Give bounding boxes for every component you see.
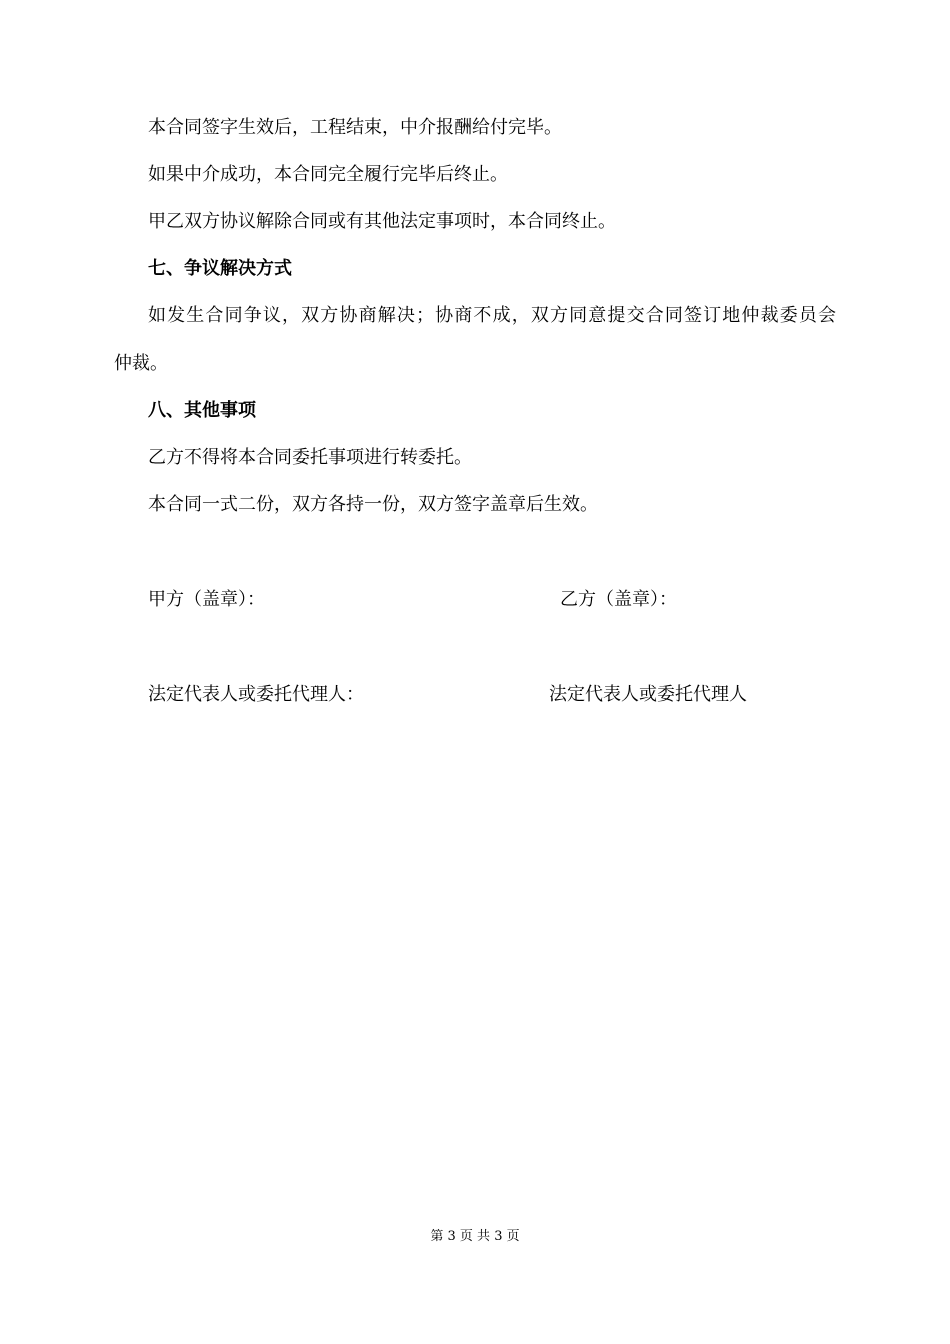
signature-party-a-seal: 甲方（盖章）： [148,589,265,610]
paragraph-dispute-line-2: 仲裁。 [114,353,168,374]
page-number-footer: 第 3 页 共 3 页 [430,1229,520,1244]
paragraph-dispute-line-1: 如发生合同争议，双方协商解决；协商不成，双方同意提交合同签订地仲裁委员会 [148,305,836,326]
signature-party-b-representative: 法定代表人或委托代理人 [549,684,747,705]
paragraph-contract-termination: 甲乙双方协议解除合同或有其他法定事项时，本合同终止。 [148,211,616,232]
paragraph-mediation-success: 如果中介成功，本合同完全履行完毕后终止。 [148,164,508,185]
paragraph-contract-effective: 本合同签字生效后，工程结束，中介报酬给付完毕。 [148,117,562,138]
paragraph-copies: 本合同一式二份，双方各持一份，双方签字盖章后生效。 [148,494,598,515]
signature-party-a-representative: 法定代表人或委托代理人： [148,684,364,705]
section-heading-other-matters: 八、其他事项 [148,400,256,421]
signature-party-b-seal: 乙方（盖章）： [560,589,677,610]
section-heading-dispute-resolution: 七、争议解决方式 [148,258,292,279]
paragraph-no-subdelegation: 乙方不得将本合同委托事项进行转委托。 [148,447,472,468]
